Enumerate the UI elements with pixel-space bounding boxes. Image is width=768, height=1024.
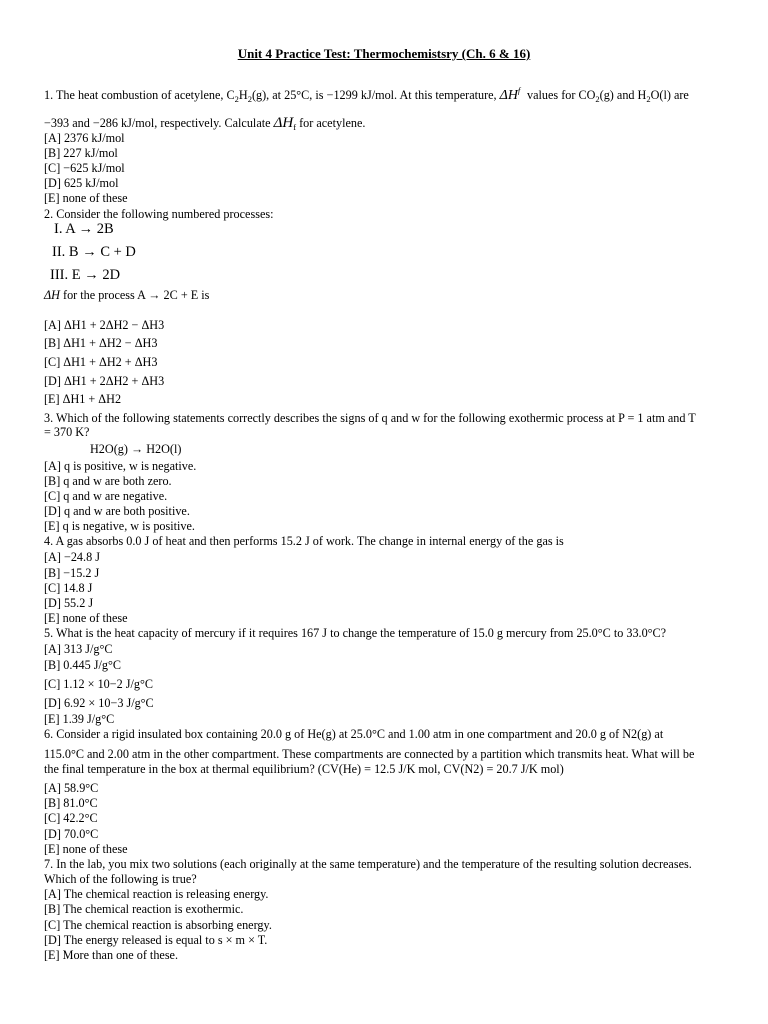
q4-choice-d: [D] 55.2 J (44, 596, 94, 610)
q2-process-2: II. B → C + D (52, 244, 136, 260)
q7-choice-c: [C] The chemical reaction is absorbing energy. (44, 918, 272, 932)
q2-choice-e: [E] ΔH1 + ΔH2 (44, 392, 122, 406)
q1-choice-a: [A] 2376 kJ/mol (44, 131, 125, 145)
q6-stem-line3: the final temperature in the box at thermal equilibrium? (CV(He) = 12.5 J/K mol, CV(N2) = 20.7 J/K mol) (44, 762, 564, 776)
q6-choice-b: [B] 81.0°C (44, 796, 98, 810)
q4-stem: 4. A gas absorbs 0.0 J of heat and then performs 15.2 J of work. The change in internal energy of the gas is (44, 534, 564, 548)
q5-stem: 5. What is the heat capacity of mercury if it requires 167 J to change the temperature of 15.0 g mercury from 25.0°C to 33.0°C? (44, 626, 667, 640)
q5-choice-c: [C] 1.12 × 10−2 J/g°C (44, 677, 154, 691)
q6-choice-c: [C] 42.2°C (44, 811, 98, 825)
q3-stem-line1: 3. Which of the following statements correctly describes the signs of q and w for the following exothermic process at P = 1 atm and T (44, 411, 696, 425)
q4-choice-b: [B] −15.2 J (44, 566, 100, 580)
q3-choice-c: [C] q and w are negative. (44, 489, 168, 503)
q3-choice-e: [E] q is negative, w is positive. (44, 519, 195, 533)
q6-choice-e: [E] none of these (44, 842, 128, 856)
q7-stem-line2: Which of the following is true? (44, 872, 197, 886)
q1-choice-b: [B] 227 kJ/mol (44, 146, 118, 160)
q7-choice-e: [E] More than one of these. (44, 948, 179, 962)
q5-choice-d: [D] 6.92 × 10−3 J/g°C (44, 696, 154, 710)
q7-stem-line1: 7. In the lab, you mix two solutions (each originally at the same temperature) and the temperature of the resulting solution decreases. (44, 857, 692, 871)
q2-choice-d: [D] ΔH1 + 2ΔH2 + ΔH3 (44, 374, 165, 388)
q5-choice-b: [B] 0.445 J/g°C (44, 658, 121, 672)
q1-stem-line1: 1. The heat combustion of acetylene, $C_2H_2(g)$, at 25°C, is −1299 kJ/mol. At this temperature, ΔH f values for $CO_2(g)$ and $H_2O(l)$ are (44, 86, 689, 104)
q6-choice-d: [D] 70.0°C (44, 827, 99, 841)
q6-choice-a: [A] 58.9°C (44, 781, 99, 795)
q3-choice-a: [A] q is positive, w is negative. (44, 459, 197, 473)
q2-process-3: III. E → 2D (50, 267, 121, 283)
q1-choice-e: [E] none of these (44, 191, 128, 205)
q2-choice-a: [A] ΔH1 + 2ΔH2 − ΔH3 (44, 318, 165, 332)
q3-choice-d: [D] q and w are both positive. (44, 504, 190, 518)
q2-stem: 2. Consider the following numbered processes: (44, 207, 274, 221)
q1-stem-line2: −393 and −286 kJ/mol, respectively. Calculate $\Delta H_f$ for acetylene. (44, 115, 366, 132)
q7-choice-b: [B] The chemical reaction is exothermic. (44, 902, 244, 916)
q2-process-1: I. A → 2B (54, 221, 114, 237)
q1-choice-c: [C] −625 kJ/mol (44, 161, 125, 175)
q6-stem-line1: 6. Consider a rigid insulated box containing 20.0 g of He(g) at 25.0°C and 1.00 atm in one compartment and 20.0 g of N2(g) at (44, 727, 664, 741)
q7-choice-a: [A] The chemical reaction is releasing energy. (44, 887, 269, 901)
q3-equation: H2O(g) → H2O(l) (90, 442, 182, 456)
q2-prompt: ΔH for the process A → 2C + E is (44, 288, 210, 302)
q3-stem-line2: = 370 K? (44, 425, 90, 439)
q4-choice-a: [A] −24.8 J (44, 550, 100, 564)
q6-stem-line2: 115.0°C and 2.00 atm in the other compartment. These compartments are connected by a partition which transmits heat. What will be (44, 747, 695, 761)
q3-choice-b: [B] q and w are both zero. (44, 474, 172, 488)
q2-choice-b: [B] ΔH1 + ΔH2 − ΔH3 (44, 336, 158, 350)
q1-choice-d: [D] 625 kJ/mol (44, 176, 119, 190)
page-title: Unit 4 Practice Test: Thermochemistsry (Ch. 6 & 16) (237, 46, 531, 61)
q2-choice-c: [C] ΔH1 + ΔH2 + ΔH3 (44, 355, 158, 369)
q4-choice-c: [C] 14.8 J (44, 581, 93, 595)
q5-choice-e: [E] 1.39 J/g°C (44, 712, 115, 726)
q5-choice-a: [A] 313 J/g°C (44, 642, 113, 656)
q7-choice-d: [D] The energy released is equal to s × m × T. (44, 933, 268, 947)
q4-choice-e: [E] none of these (44, 611, 128, 625)
